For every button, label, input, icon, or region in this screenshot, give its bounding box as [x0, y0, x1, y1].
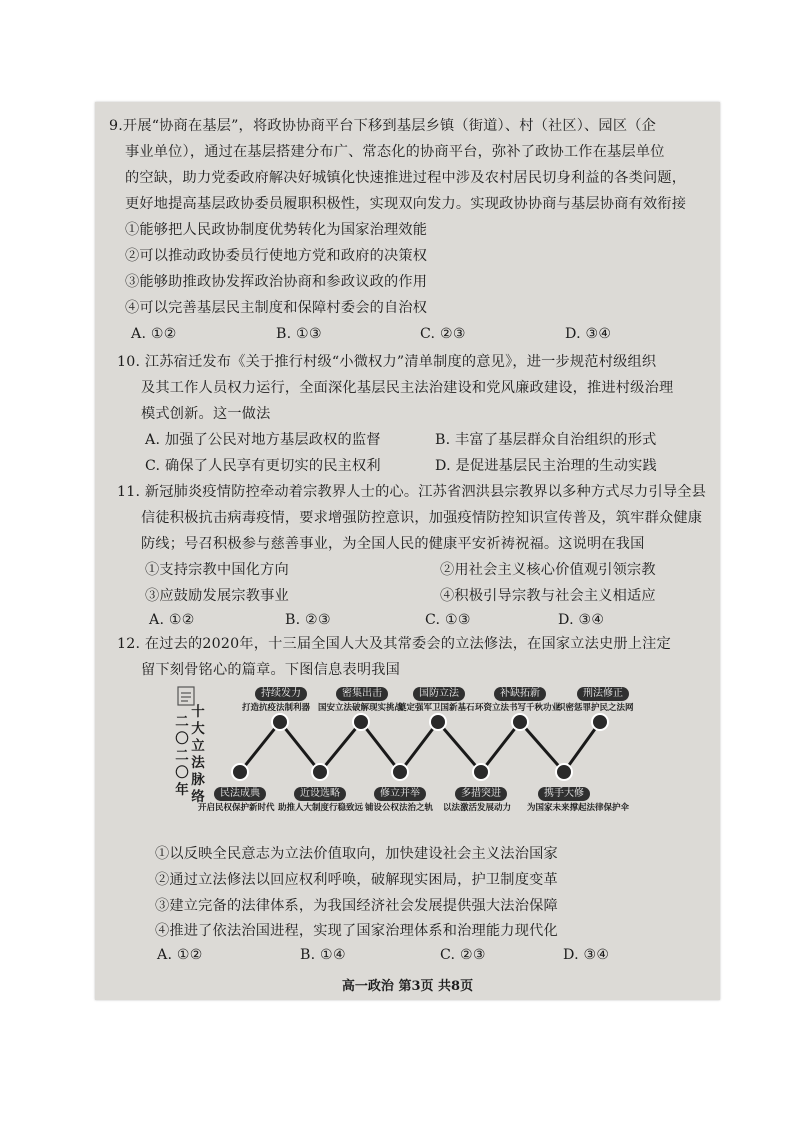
q9-line-2: 事业单位），通过在基层搭建分布广、常态化的协商平台，弥补了政协工作在基层单位 [125, 144, 665, 160]
node-dot-top-3 [430, 714, 446, 730]
node-dot-top-5 [592, 714, 608, 730]
top-node-caption-2: 国安立法破解现实挑战 [318, 703, 404, 713]
bottom-node-label-3: 修立并举 [374, 787, 426, 801]
bottom-node-label-1: 民法成典 [214, 787, 266, 801]
q9-line-1: 9.开展“协商在基层”，将政协协商平台下移到基层乡镇（街道）、村（社区）、园区（企 [109, 118, 656, 134]
top-node-caption-4: 环资立法书写千秋功业 [475, 703, 561, 713]
q12-line-1: 12. 在过去的2020年，十三届全国人大及其常委会的立法修法，在国家立法史册上注定 [117, 636, 671, 652]
q10-option-c[interactable]: C. 确保了人民享有更切实的民主权利 [145, 458, 381, 474]
q10-line-3: 模式创新。这一做法 [141, 406, 271, 422]
q12-statement-4: ④推进了依法治国进程，实现了国家治理体系和治理能力现代化 [155, 923, 558, 939]
q11-line-3: 防线；号召积极参与慈善事业，为全国人民的健康平安祈祷祝福。这说明在我国 [141, 536, 645, 552]
top-node-label-1: 持续发力 [255, 687, 307, 701]
q9-line-4: 更好地提高基层政协委员履职积极性，实现双向发力。实现政协协商与基层协商有效衔接 [125, 196, 687, 212]
title-char-1: 十 [191, 704, 205, 720]
bottom-node-caption-4: 以法激活发展动力 [443, 803, 512, 813]
zigzag-line [240, 722, 600, 772]
node-dot-bottom-4 [473, 764, 489, 780]
q10-line-1: 10. 江苏宿迁发布《关于推行村级“小微权力”清单制度的意见》，进一步规范村级组织 [117, 354, 657, 370]
q10-line-2: 及其工作人员权力运行，全面深化基层民主法治建设和党风廉政建设，推进村级治理 [141, 380, 674, 396]
q9-option-b[interactable]: B. ①③ [276, 326, 322, 342]
q10-option-a[interactable]: A. 加强了公民对地方基层政权的监督 [145, 432, 381, 448]
node-dot-top-4 [512, 714, 528, 730]
q12-option-b[interactable]: B. ①④ [300, 947, 346, 963]
q11-option-c[interactable]: C. ①③ [425, 612, 471, 628]
q9-option-c[interactable]: C. ②③ [420, 326, 466, 342]
year-char-3: 二 [175, 748, 189, 764]
q12-option-c[interactable]: C. ②③ [440, 947, 486, 963]
q11-statement-1: ①支持宗教中国化方向 [145, 562, 289, 578]
q11-statement-2: ②用社会主义核心价值观引领宗教 [440, 562, 656, 578]
bottom-node-caption-5: 为国家未来撑起法律保护伞 [527, 803, 630, 813]
title-char-2: 大 [191, 721, 205, 737]
node-dot-top-2 [353, 714, 369, 730]
bottom-node-label-2: 近设选略 [294, 787, 346, 801]
q11-line-2: 信徒积极抗击病毒疫情，要求增强防控意识，加强疫情防控知识宣传普及，筑牢群众健康 [141, 510, 703, 526]
q11-statement-4: ④积极引导宗教与社会主义相适应 [440, 588, 656, 604]
q11-option-d[interactable]: D. ③④ [558, 612, 605, 628]
node-dot-top-1 [272, 714, 288, 730]
q11-option-b[interactable]: B. ②③ [285, 612, 331, 628]
q9-statement-1: ①能够把人民政协制度优势转化为国家治理效能 [125, 222, 428, 238]
title-char-6: 络 [191, 789, 205, 805]
title-char-3: 立 [191, 738, 205, 754]
exam-page [95, 102, 720, 1000]
q10-option-d[interactable]: D. 是促进基层民主治理的生动实践 [435, 458, 657, 474]
year-char-2: 〇 [175, 731, 189, 747]
q12-option-a[interactable]: A. ①② [157, 947, 203, 963]
bottom-node-caption-2: 助推人大制度行稳致远 [278, 803, 364, 813]
q9-option-a[interactable]: A. ①② [131, 326, 177, 342]
bottom-node-caption-1: 开启民权保护新时代 [198, 803, 275, 813]
q11-line-1: 11. 新冠肺炎疫情防控牵动着宗教界人士的心。江苏省泗洪县宗教界以多种方式尽力引导全县 [117, 484, 706, 500]
q11-statement-3: ③应鼓励发展宗教事业 [145, 588, 289, 604]
node-dot-bottom-2 [312, 764, 328, 780]
top-node-caption-5: 织密惩罪护民之法网 [557, 703, 634, 713]
year-char-5: 年 [175, 782, 189, 798]
q9-statement-4: ④可以完善基层民主制度和保障村委会的自治权 [125, 300, 428, 316]
q9-statement-2: ②可以推动政协委员行使地方党和政府的决策权 [125, 248, 428, 264]
bottom-node-caption-3: 铺设公权法治之轨 [365, 803, 434, 813]
q9-line-3: 的空缺，助力党委政府解决好城镇化快速推进过程中涉及农村居民切身利益的各类问题， [125, 170, 687, 186]
q12-statement-3: ③建立完备的法律体系，为我国经济社会发展提供强大法治保障 [155, 898, 558, 914]
title-char-5: 脉 [191, 772, 205, 788]
top-node-caption-3: 奠定强军卫国新基石 [398, 703, 475, 713]
top-node-label-3: 国防立法 [413, 687, 465, 701]
top-node-caption-1: 打造抗疫法制利器 [242, 703, 311, 713]
q12-option-d[interactable]: D. ③④ [563, 947, 610, 963]
q10-option-b[interactable]: B. 丰富了基层群众自治组织的形式 [435, 432, 657, 448]
top-node-label-2: 密集出击 [336, 687, 388, 701]
legislation-diagram [160, 685, 700, 830]
q9-statement-3: ③能够助推政协发挥政治协商和参政议政的作用 [125, 274, 428, 290]
bottom-node-label-5: 携手大修 [538, 787, 590, 801]
year-char-1: 二 [175, 714, 189, 730]
node-dot-bottom-3 [392, 764, 408, 780]
year-char-4: 〇 [175, 765, 189, 781]
q11-option-a[interactable]: A. ①② [149, 612, 195, 628]
bottom-node-label-4: 多措突进 [455, 787, 507, 801]
node-dot-bottom-1 [232, 764, 248, 780]
year-label [160, 685, 192, 809]
q12-statement-1: ①以反映全民意志为立法价值取向，加快建设社会主义法治国家 [155, 846, 558, 862]
q9-option-d[interactable]: D. ③④ [565, 326, 612, 342]
q12-statement-2: ②通过立法修法以回应权利呼唤，破解现实困局，护卫制度变革 [155, 872, 558, 888]
q12-line-2: 留下刻骨铭心的篇章。下图信息表明我国 [141, 662, 400, 678]
node-dot-bottom-5 [556, 764, 572, 780]
title-char-4: 法 [191, 755, 205, 771]
top-node-label-4: 补缺拓新 [494, 687, 546, 701]
page-footer: 高一政治 第3页 共8页 [341, 979, 474, 994]
top-node-label-5: 刑法修正 [577, 687, 629, 701]
